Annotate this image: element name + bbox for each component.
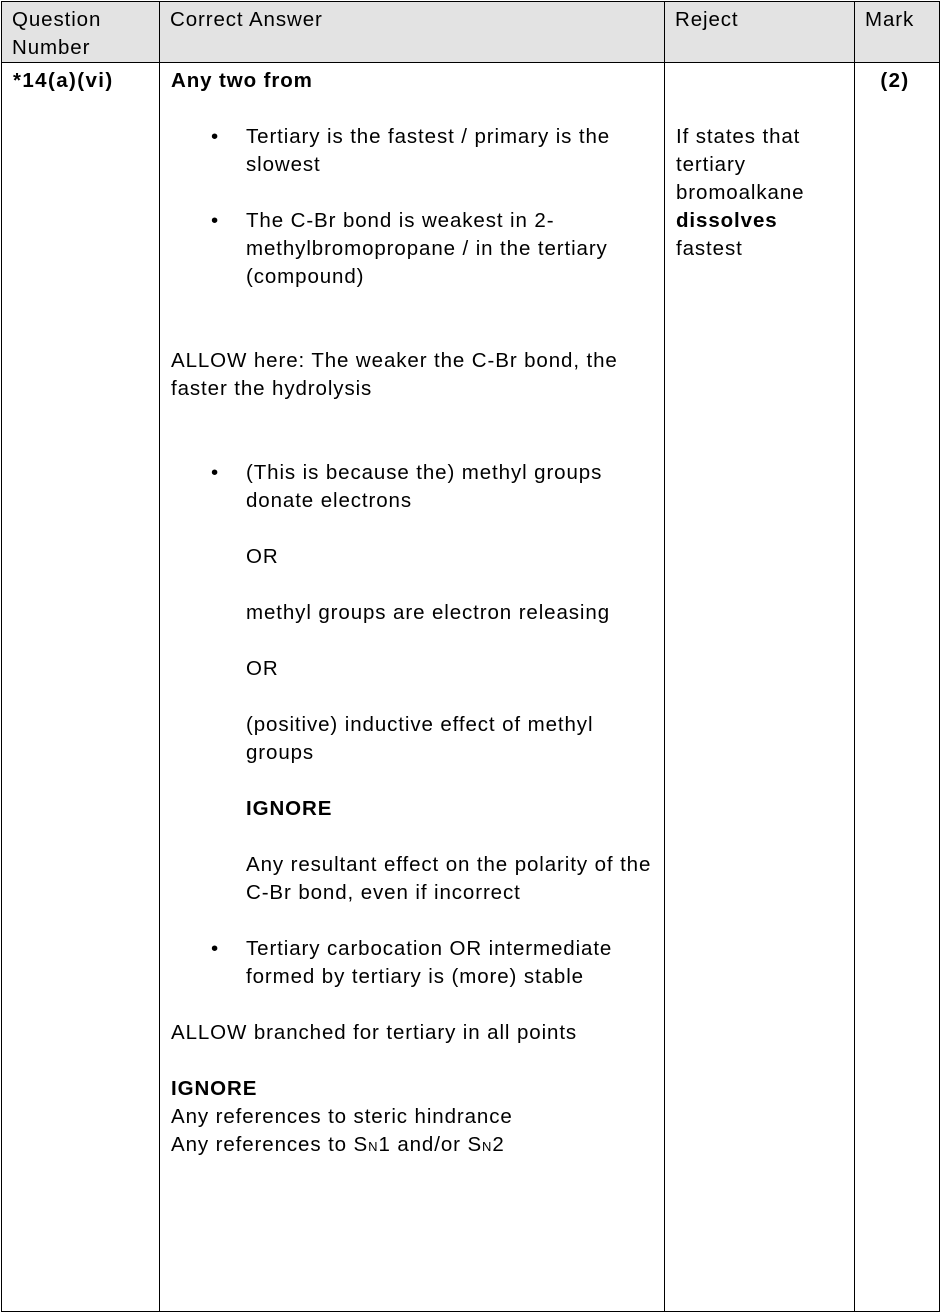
- ignore-inner-title: IGNORE: [246, 797, 333, 820]
- answer-point-1: [171, 123, 654, 179]
- ignore-line-sn: Any references to SN1 and/or SN2: [171, 1133, 505, 1156]
- correct-answer-cell: [160, 63, 665, 1312]
- answer-point-3c: (positive) inductive effect of methyl groups: [246, 713, 594, 764]
- allow-here-note: ALLOW here: The weaker the C-Br bond, the faster the hydrolysis: [171, 349, 618, 400]
- or-separator-1: OR: [246, 545, 279, 568]
- bullet-icon: •: [210, 937, 220, 960]
- reject-cell: [665, 63, 855, 1312]
- answer-point-3a: (This is because the) methyl groups donate electrons: [246, 461, 603, 512]
- or-separator-2: OR: [246, 657, 279, 680]
- answer-point-3b: methyl groups are electron releasing: [246, 601, 610, 624]
- ignore-title: IGNORE: [171, 1077, 258, 1100]
- header-question-number: Question Number: [2, 2, 160, 63]
- reject-text-after: fastest: [676, 237, 743, 260]
- ignore-block: [171, 1075, 654, 1161]
- header-correct-answer: Correct Answer: [160, 2, 665, 63]
- ignore-line-steric: Any references to steric hindrance: [171, 1105, 513, 1128]
- bullet-icon: •: [210, 461, 220, 484]
- answer-point-3: [171, 459, 654, 907]
- answer-point-4-text: Tertiary carbocation OR intermediate formed by tertiary is (more) stable: [246, 937, 613, 988]
- mark-cell: (2): [855, 63, 940, 1312]
- mark-scheme-table: [1, 1, 940, 1312]
- ignore-inner-text: Any resultant effect on the polarity of the C-Br bond, even if incorrect: [246, 853, 652, 904]
- reject-text-bold: dissolves: [676, 209, 778, 232]
- bullet-icon: •: [210, 125, 220, 148]
- answer-point-4: [171, 935, 654, 991]
- answer-point-2: [171, 207, 654, 291]
- header-mark: Mark: [855, 2, 940, 63]
- answer-row: [2, 63, 940, 1312]
- answer-lead: Any two from: [171, 69, 313, 92]
- header-row: [2, 2, 940, 63]
- bullet-icon: •: [210, 209, 220, 232]
- question-number-cell: *14(a)(vi): [2, 63, 160, 1312]
- answer-point-2-text: The C-Br bond is weakest in 2-methylbromopropane / in the tertiary (compound): [246, 209, 608, 288]
- reject-text-before: If states that tertiary bromoalkane: [676, 125, 805, 204]
- allow-branched-note: ALLOW branched for tertiary in all points: [171, 1021, 578, 1044]
- answer-point-1-text: Tertiary is the fastest / primary is the slowest: [246, 125, 611, 176]
- header-reject: Reject: [665, 2, 855, 63]
